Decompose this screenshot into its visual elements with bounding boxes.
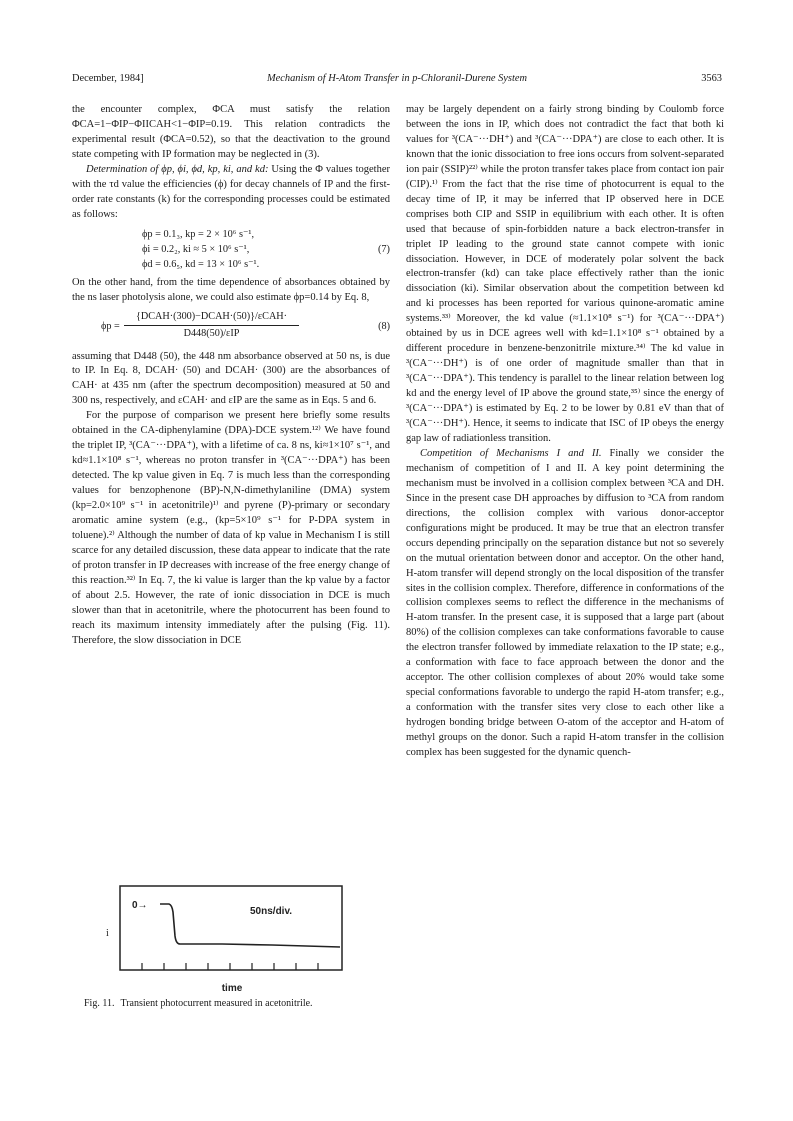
scale-label: 50ns/div.	[250, 906, 293, 917]
equation-line: ϕp = 0.1₃, kp = 2 × 10⁶ s⁻¹,	[142, 228, 255, 240]
equation-7	[142, 227, 390, 272]
figure-caption	[84, 997, 384, 1010]
paragraph-text: Finally we consider the mechanism of competition of I and II. A key point determining the mechanism must be involved in a collision complex between ³CA and DH. Since in the present case DH approaches by diffusion to ³CA from random directions, the collision complex with various donor-acceptor configurations might be produced. It may be true that an electron transfer occurs depending principally on the separation distance but not so severely on the mutual orientation between donor and acceptor. On the other hand, H-atom transfer will depend strongly on the local disposition of the transfer sites in the collision complex. Therefore, difference in conformations of the collision complexes seems to reflect the difference in the mechanisms of H-atom transfer. In the present case, it is supposed that a large part (about 80%) of the collision complexes can take conformations favorable to cause the electron transfer followed by immediate relaxation to the IP state; e.g., a conformation with face to face approach between the donor and the acceptor. The other collision complexes of about 20% would take some special conformations favorable to undergo the rapid H-atom transfer; e.g., a conformation with the transfer sites very close to each other like a hydrogen bonding bridge between O-atom of the acceptor and H-atom of methyl groups on the donor. Such a rapid H-atom transfer in the collision complex has been suggested for the dynamic quench-	[406, 447, 724, 758]
paragraph: On the other hand, from the time dependence of absorbances obtained by the ns laser photolysis alone, we could also estimate ϕp=0.14 by Eq. 8,	[72, 276, 390, 303]
section-heading: Competition of Mechanisms I and II.	[420, 447, 602, 459]
left-column	[72, 103, 390, 649]
caption-text: Transient photocurrent measured in acetonitrile.	[120, 998, 313, 1009]
equation-lhs: ϕp =	[101, 320, 120, 332]
equation-denominator: D448(50)/εIP	[183, 327, 240, 339]
paragraph: the encounter complex, ΦCA must satisfy the relation ΦCA=1−ΦIP−ΦIICAH<1−ΦIP=0.19. This relation contradicts the experimental result (ΦCA=0.52), so that the deactivation to the ground state competing with IP formation may be neglected in (3).	[72, 104, 390, 160]
x-ticks	[142, 963, 318, 970]
equation-number: (8)	[378, 320, 390, 332]
equation-line: ϕi = 0.2₂, ki ≈ 5 × 10⁶ s⁻¹,	[142, 243, 250, 255]
caption-label: Fig. 11.	[84, 998, 115, 1009]
figure-11	[72, 884, 390, 1034]
y-axis-label: i	[106, 928, 109, 939]
page-number: 3563	[701, 73, 722, 84]
equation-8	[72, 310, 390, 344]
header-title: Mechanism of H-Atom Transfer in p-Chloranil-Durene System	[267, 73, 527, 84]
plot-frame	[120, 886, 342, 970]
section-heading: Determination of ϕp, ϕi, ϕd, kp, ki, and kd:	[86, 163, 269, 175]
paragraph: may be largely dependent on a fairly strong binding by Coulomb force between the ions in IP, which does not contradict the fact that both ki values for ³(CA⁻···DH⁺) and ³(CA⁻···DPA⁺) are close to each other. It is known that the ionic dissociation to free ions occurs from solvent-separated ion pair (SSIP)²²⁾ while the proton transfer takes place from contact ion pair (CIP).¹⁾ From the fact that the rise time of photocurrent is equal to the decay time of IP, it may be inferred that IP observed here in DCE comprises both CIP and SSIP in equilibrium with each other. It is often used that because of spin-forbidden nature a back electron-transfer in triplet IP leading to the ground state cannot compete with ionic dissociation. However, in DCE of moderately polar solvent the back electron-transfer (kd) can take place effectively rather than the ionic dissociation (ki). Similar observation about the competition between kd and ki processes has been reported for various quinone-aromatic amine systems.³³⁾ Moreover, the kd value (≈1.1×10⁸ s⁻¹) for ³(CA⁻···DPA⁺) obtained by us in DCE agrees well with kd=1.1×10⁸ s⁻¹ obtained by a different procedure in benzene-benzonitrile mixture.³⁴⁾ The kd value in ³(CA⁻···DH⁺) is of one order of magnitude smaller than that in ³(CA⁻···DPA⁺). This tendency is parallel to the linear relation between log kd and the energy level of IP above the ground state,³⁵⁾ since the energy of ³(CA⁻···DPA⁺) is estimated by Eq. 2 to be lower by 0.81 eV than that of ³(CA⁻···DH⁺). Hence, it seems to indicate that ISC of IP obeys the energy gap law of radiationless transition.	[406, 104, 724, 444]
paragraph: For the purpose of comparison we present here briefly some results obtained in the CA-diphenylamine (DPA)-DCE system.¹²⁾ We have found the triplet IP, ³(CA⁻···DPA⁺), with a lifetime of ca. 8 ns, ki≈1×10⁷ s⁻¹, and kd≈1.1×10⁸ s⁻¹, whereas no proton transfer in ³(CA⁻···DPA⁺) has been detected. The kp value given in Eq. 7 is much less than the corresponding values for benzophenone (BP)-N,N-dimethylaniline (DMA) system (kp=2.0×10⁹ s⁻¹ in acetonitrile)¹⁾ and pyrene (P)-primary or secondary aromatic amine system (e.g., (kp=5×10⁹ s⁻¹ for P-DPA system in toluene).²⁾ Although the number of data of kp value in Mechanism I is still scarce for any detailed discussion, these data appear to indicate that the rate of proton transfer in IP decreases with increase of the free energy change of this reaction.³²⁾ In Eq. 7, the ki value is larger than the kp value by a factor of about 2.5. However, the rate of ionic dissociation in DCE is much slower than that in acetonitrile, where the photocurrent has been found to reach its maximum intensity immediately after the pulsing (Fig. 11). Therefore, the slow dissociation in DCE	[72, 410, 390, 646]
equation-line: ϕd = 0.6₅, kd = 13 × 10⁶ s⁻¹.	[142, 258, 260, 270]
paragraph	[72, 163, 390, 223]
equation-number: (7)	[377, 243, 390, 255]
header-date: December, 1984]	[72, 73, 144, 84]
right-column	[406, 103, 724, 761]
x-axis-label: time	[221, 983, 243, 994]
running-header	[72, 73, 722, 89]
photocurrent-plot	[72, 884, 390, 996]
paragraph: assuming that D448 (50), the 448 nm absorbance observed at 50 ns, is due to IP. In Eq. 8, DCAH· (50) and DCAH· (300) are the absorbances of CAH· at 435 nm (after the spectrum decomposition) measured at 50 and 300 ns, respectively, and εCAH· and εIP are the same as in Eqs. 5 and 6.	[72, 350, 390, 407]
paragraph	[406, 447, 724, 761]
equation-numerator: {DCAH·(300)−DCAH·(50)}/εCAH·	[124, 310, 299, 327]
paragraph-text: Using the Φ values together with the τd value the efficiencies (ϕ) for decay channels of IP and the first-order rate constants (k) for the corresponding processes could be estimated as follows:	[72, 163, 390, 220]
zero-label: 0→	[132, 900, 148, 911]
